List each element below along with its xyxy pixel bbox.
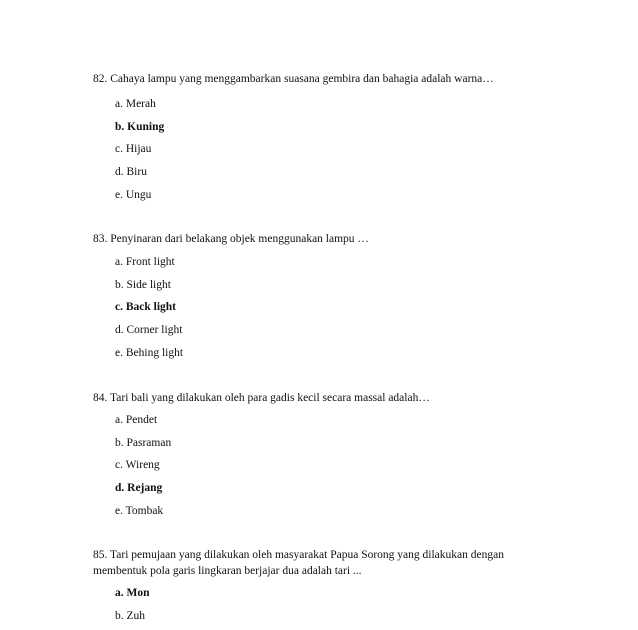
q84-option-c: c. Wireng — [115, 459, 160, 472]
q82-option-a: a. Merah — [115, 98, 156, 110]
q82-option-b: b. Kuning — [115, 120, 165, 133]
q82-option-d: d. Biru — [115, 166, 147, 179]
question-84-options — [115, 412, 171, 525]
q84-option-e: e. Tombak — [115, 504, 164, 517]
q83-option-d: d. Corner light — [115, 324, 183, 337]
q84-option-a: a. Pendet — [115, 414, 158, 426]
q83-option-c: c. Back light — [115, 301, 177, 314]
question-82-text: 82. Cahaya lampu yang menggambarkan suasana gembira dan bahagia adalah warna… — [93, 73, 494, 85]
q82-option-c: c. Hijau — [115, 143, 152, 156]
question-83-options — [115, 254, 183, 367]
q85-option-a: a. Mon — [115, 587, 150, 599]
question-84-text: 84. Tari bali yang dilakukan oleh para gadis kecil secara massal adalah… — [93, 392, 430, 404]
q83-option-a: a. Front light — [115, 256, 175, 268]
question-82-options — [115, 96, 164, 209]
q83-option-e: e. Behing light — [115, 346, 184, 359]
q85-option-b: b. Zuh — [115, 609, 146, 622]
q83-option-b: b. Side light — [115, 278, 171, 291]
question-85-options — [115, 585, 150, 630]
question-85-text: 85. Tari pemujaan yang dilakukan oleh masyarakat Papua Sorong yang dilakukan dengan membentuk pola garis lingkaran berjajar dua adalah tari ... — [93, 549, 504, 577]
q82-option-e: e. Ungu — [115, 188, 152, 201]
q84-option-d: d. Rejang — [115, 482, 163, 495]
q84-option-b: b. Pasraman — [115, 436, 172, 449]
question-83-text: 83. Penyinaran dari belakang objek menggunakan lampu … — [93, 233, 369, 245]
